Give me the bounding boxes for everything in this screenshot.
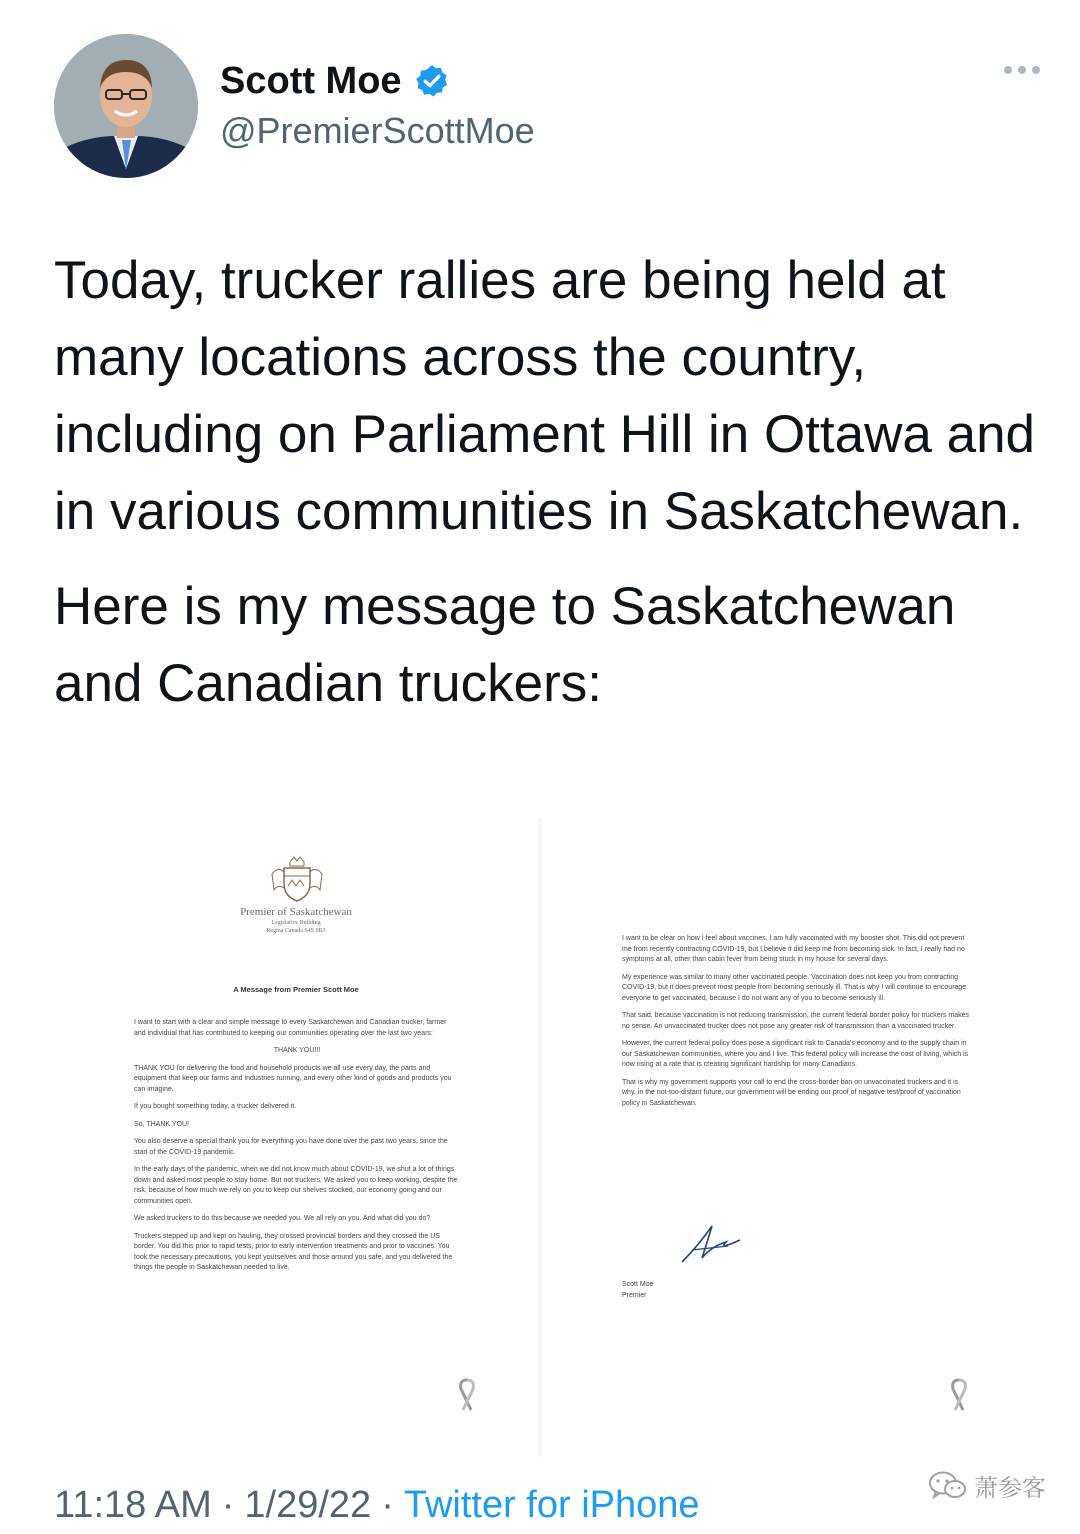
tweet-metadata [54, 1484, 700, 1527]
letter-body-page-2 [622, 934, 972, 1116]
signoff-name: Scott Moe [622, 1281, 654, 1288]
letterhead-line: Legislative Building [271, 920, 321, 926]
watermark-text: 萧参客 [974, 1475, 1046, 1502]
letter-paragraph: That is why my government supports your call to end the cross-border ban on unvaccinated truckers and it is why, in the not-too-distant future, our government will be ending our proof of negative test/proof of vaccination policy in Saskatchewan. [622, 1078, 961, 1107]
letter-paragraph: I want to start with a clear and simple message to every Saskatchewan and Canadian trucker, farmer and individual that has contributed to keeping our communities operating over the last two years: [134, 1019, 447, 1037]
letterhead-address [54, 920, 538, 935]
author-name-row[interactable] [220, 56, 450, 106]
signature [678, 1216, 744, 1268]
avatar-photo [54, 34, 198, 178]
more-dot [1018, 66, 1026, 74]
message-title: A Message from Premier Scott Moe [233, 985, 359, 994]
tweet-paragraph: Today, trucker rallies are being held at many locations across the country, including on Parliament Hill in Ottawa and in various communities in Saskatchewan. [54, 251, 1036, 541]
letter-signoff [622, 1280, 822, 1301]
letter-page-2[interactable] [542, 818, 1026, 1458]
letter-paragraph: You also deserve a special thank you for everything you have done over the past two years, since the start of the COVID-19 pandemic. [134, 1138, 448, 1156]
letter-paragraph: Truckers stepped up and kept on hauling, they crossed provincial borders and they crossed the US border. You did this prior to rapid tests, prior to early intervention treatments and prior to vaccines. You took the necessary precautions, you kept yourselves and those around you safe, and you delivered the things the people in Saskatchewan needed to live. [134, 1232, 453, 1271]
tweet-media[interactable] [54, 818, 1026, 1458]
tweet-date[interactable]: 1/29/22 [244, 1484, 372, 1526]
signoff-title: Premier [622, 1291, 647, 1299]
letter-paragraph: We asked truckers to do this because we needed you. We all rely on you. And what did you do? [134, 1215, 431, 1222]
avatar[interactable] [54, 34, 198, 178]
wechat-icon [928, 1469, 968, 1503]
verified-badge-icon [414, 63, 450, 99]
letter-paragraph: In the early days of the pandemic, when we did not know much about COVID-19, we shut a lot of things down and asked most people to stay home. But not truckers. We asked you to keep working, despite the risk, because of how much we rely on you to keep our shelves stocked, our economy going and our communities open. [134, 1166, 458, 1205]
letter-paragraph: THANK YOU!!! [273, 1047, 321, 1054]
awareness-ribbon-icon [948, 1378, 970, 1414]
watermark [928, 1468, 1046, 1503]
separator: · [221, 1484, 235, 1526]
more-options-icon[interactable] [1004, 66, 1040, 74]
letter-paragraph: My experience was similar to many other vaccinated people. Vaccination does not keep you from contracting COVID-19, but it does prevent most people from becoming seriously ill. That is why I will continue to encourage everyone to get vaccinated, because I do not want any of you to become seriously ill. [622, 973, 967, 1002]
tweet-paragraph: Here is my message to Saskatchewan and Canadian truckers: [54, 577, 956, 713]
letter-body-page-1 [134, 1018, 460, 1281]
awareness-ribbon-icon [456, 1378, 478, 1414]
letter-paragraph: That said, because vaccination is not reducing transmission, the current federal border policy for truckers makes no sense. An unvaccinated trucker does not pose any greater risk of transmission than a vaccinated trucker. [622, 1012, 970, 1030]
letterhead-line: Regina Canada S4S 0B3 [266, 927, 326, 934]
letterhead-title: Premier of Saskatchewan [240, 906, 352, 918]
more-dot [1004, 66, 1012, 74]
letter-page-1[interactable] [54, 818, 538, 1458]
letter-paragraph: So, THANK YOU! [134, 1120, 189, 1128]
tweet-source-link[interactable]: Twitter for iPhone [403, 1484, 700, 1526]
tweet-time[interactable]: 11:18 AM [54, 1484, 212, 1526]
letter-paragraph: However, the current federal policy does pose a significant risk to Canada's economy and to the supply chain in our Saskatchewan communities, where you and I live. This federal policy will increase the cost of living, which is now rising at a rate that is creating significant hardship for many Canadians. [622, 1040, 969, 1068]
letter-paragraph: I want to be clear on how I feel about vaccines. I am fully vaccinated with my booster shot. This did not prevent me from recently contracting COVID-19, but I believe it did keep me from becoming sick. In fact, I really had no symptoms at all, other than cabin fever from being stuck in my house for several days. [622, 935, 965, 963]
tweet-text [54, 242, 1054, 722]
author-name[interactable]: Scott Moe [220, 59, 402, 102]
author-handle[interactable]: @PremierScottMoe [220, 110, 535, 151]
separator: · [381, 1484, 394, 1526]
saskatchewan-crest-icon [270, 854, 324, 904]
more-dot [1032, 66, 1040, 74]
letter-paragraph: If you bought something today, a trucker delivered it. [134, 1103, 297, 1110]
letter-paragraph: THANK YOU for delivering the food and household products we all use every day, the parts and equipment that keep our farms and industries running, and every other kind of goods and products you can imagine. [134, 1064, 452, 1093]
